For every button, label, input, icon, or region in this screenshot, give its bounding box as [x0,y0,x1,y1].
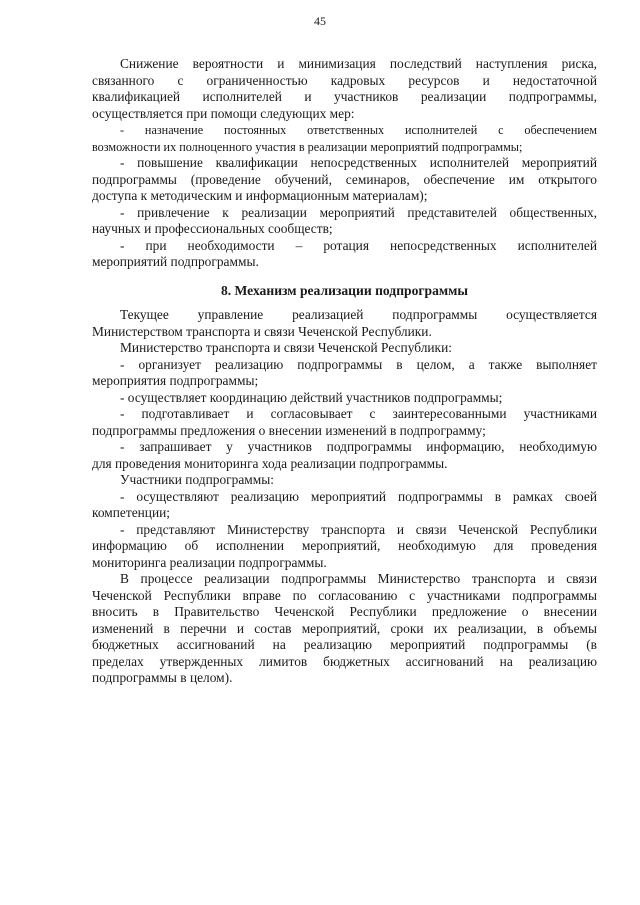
text-line: связанного с ограниченностью кадровых ресурсов и недостаточной [92,72,597,88]
text-line: Чеченской Республики вправе по согласованию с участниками подпрограммы [92,587,597,603]
text-line: осуществляется при помощи следующих мер: [92,105,355,121]
text-line: Министерство транспорта и связи Чеченской Республики: [120,340,452,355]
text-line: мониторинга реализации подпрограммы. [92,554,327,570]
text-line: бюджетных ассигнований на реализацию мероприятий подпрограммы (в [92,637,597,652]
page-content [92,56,597,687]
page-number: 45 [314,14,326,28]
text-line: подпрограммы предложения о внесении изменений в подпрограмму; [92,422,486,438]
final-paragraph [92,571,597,687]
text-line: - при необходимости – ротация непосредственных исполнителей [120,237,597,253]
text-line: возможности их полноценного участия в реализации мероприятий подпрограммы; [92,139,523,154]
text-line: Министерством транспорта и связи Чеченской Республики. [92,323,432,339]
text-line: - назначение постоянных ответственных исполнителей с обеспечением [120,123,597,137]
text-line: квалификацией исполнителей и участников реализации подпрограммы, [92,89,597,104]
ministry-item [92,406,597,439]
text-line: доступа к методическим и информационным материалам); [92,188,428,203]
text-line: - осуществляют реализацию мероприятий подпрограммы в рамках своей [120,488,597,504]
text-line: - привлечение к реализации мероприятий представителей общественных, [120,204,597,220]
text-line: - представляют Министерству транспорта и связи Чеченской Республики [120,521,597,537]
participants-intro [92,472,597,489]
text-line: В процессе реализации подпрограммы Министерство транспорта и связи [120,571,597,586]
ministry-item [92,357,597,390]
text-line: вносить в Правительство Чеченской Республики предложение о внесении [92,604,597,619]
ministry-item [92,390,597,407]
ministry-item [92,439,597,472]
text-line: Текущее управление реализацией подпрограммы осуществляется [120,307,597,322]
risk-measure-item [92,238,597,271]
risk-measure-item [92,205,597,238]
text-line: подпрограммы в целом). [92,670,233,685]
text-line: Снижение вероятности и минимизация последствий наступления риска, [120,56,597,71]
management-paragraph [92,307,597,340]
text-line: - организует реализацию подпрограммы в целом, а также выполняет [120,356,597,372]
ministry-intro [92,340,597,357]
text-line: компетенции; [92,505,171,520]
text-line: - подготавливает и согласовывает с заинтересованными участниками [120,406,597,421]
participants-item [92,522,597,572]
risk-measure-item [92,122,597,155]
text-line: - повышение квалификации непосредственных исполнителей мероприятий [120,155,597,170]
text-line: научных и профессиональных сообществ; [92,221,333,236]
text-line: мероприятий подпрограммы. [92,254,259,269]
section-heading: 8. Механизм реализации подпрограммы [220,282,469,298]
text-line: мероприятия подпрограммы; [92,373,259,388]
text-line: Участники подпрограммы: [120,472,274,487]
participants-item [92,489,597,522]
text-line: для проведения мониторинга хода реализации подпрограммы. [92,455,448,471]
risk-measure-item [92,155,597,205]
text-line: - осуществляет координацию действий участников подпрограммы; [120,389,503,405]
text-line: изменений в перечни и состав мероприятий, сроки их реализации, в объемы [92,620,597,636]
text-line: информацию об исполнении мероприятий, необходимую для проведения [92,538,597,553]
text-line: подпрограммы (проведение обучений, семинаров, обеспечение им открытого [92,171,597,187]
text-line: пределах утвержденных лимитов бюджетных ассигнований на реализацию [92,653,597,669]
risk-intro-paragraph [92,56,597,122]
text-line: - запрашивает у участников подпрограммы информацию, необходимую [120,439,597,454]
